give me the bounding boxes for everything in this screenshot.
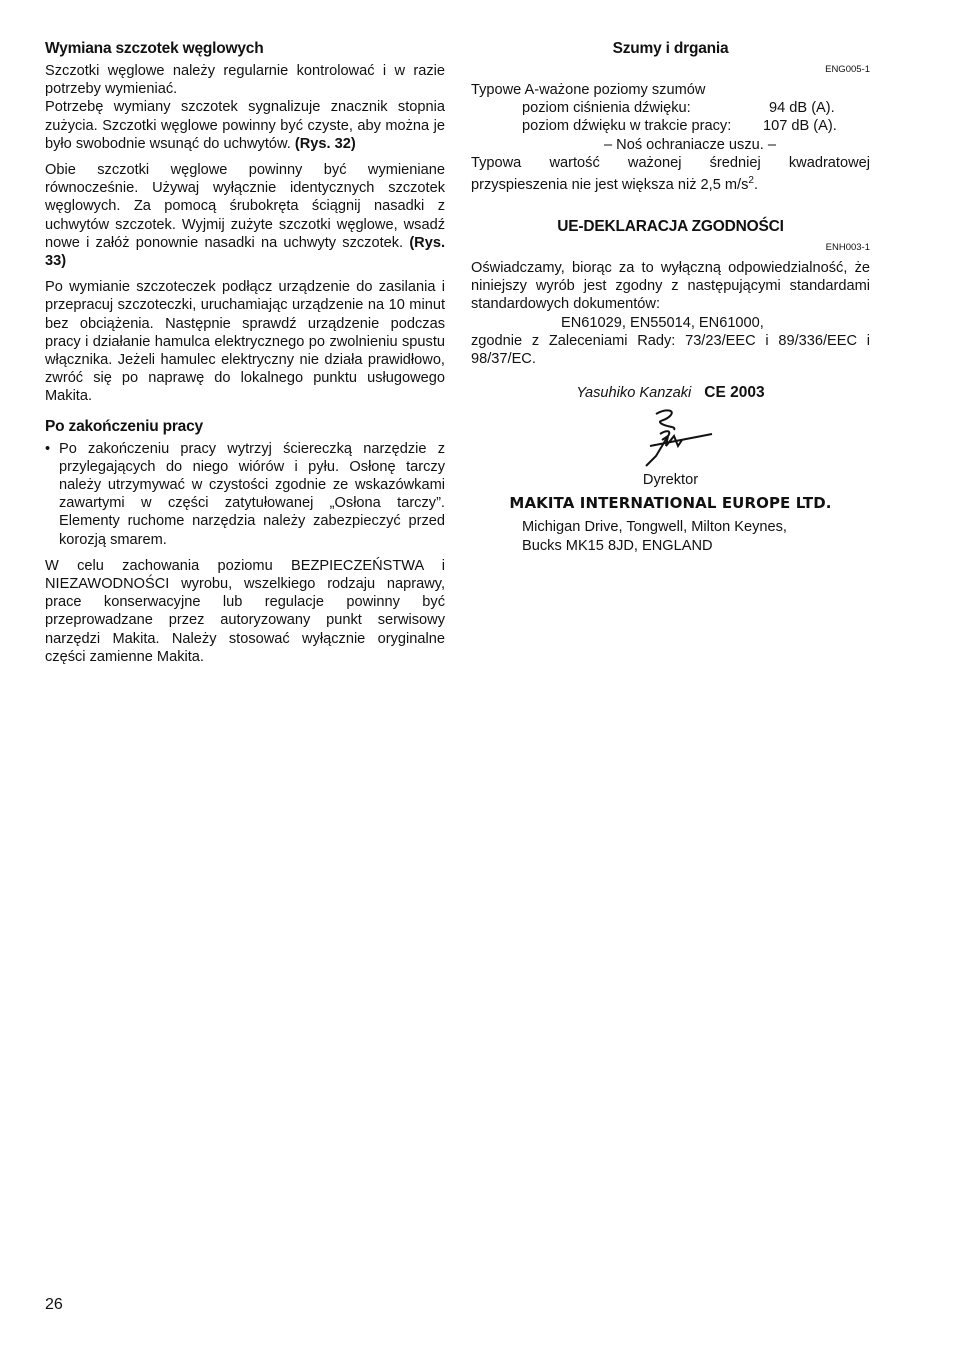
left-column [45,38,445,674]
noise-code: ENG005-1 [825,64,870,75]
sound-pressure-value: 94 dB (A). [769,100,835,117]
signature-image [471,406,870,470]
address-line-2: Bucks MK15 8JD, ENGLAND [522,537,713,554]
noise-intro-text: Typowe A-ważone poziomy szumów [471,82,706,98]
brushes-paragraph-1: Szczotki węglowe należy regularnie kontrolować i w razie potrzeby wymieniać. [45,63,445,98]
ear-protection-row [471,136,870,154]
noise-heading: Szumy i drgania [612,40,729,57]
vibration-end: . [753,176,759,193]
vibration-exponent: 2 [748,175,754,187]
brushes-paragraph-4: Po wymianie szczoteczek podłącz urządzenie do zasilania i przepracuj szczoteczki, uruchamiając urządzenie na 10 minut bez obciążenia. Następnie sprawdź urządzenie podczas pracy i działanie hamulca elektrycznego po zwolnieniu spustu włącznika. Jeżeli hamulec elektryczny nie działa prawidłowo, zwróć się po naprawę do lokalnego punktu usługowego Makita. [45,279,445,405]
after-work-bullet-text: Po zakończeniu pracy wytrzyj ściereczką narzędzie z przylegających do niego wiórów i pyłu. Osłonę tarczy należy utrzymywać w czystości zgodnie ze wskazówkami zawartymi w części zatytułowanej „Osłona tarczy”. Elementy ruchome narzędzia należy zabezpieczyć przed korozją smarem. [59,440,445,548]
brushes-paragraph-2-text: Potrzebę wymiany szczotek sygnalizuje znacznik stopnia zużycia. Szczotki węglowe powinny być czyste, aby można je było swobodnie wsunąć do uchwytów. [45,99,445,152]
sound-power-value: 107 dB (A). [763,118,837,135]
figure-ref-32: (Rys. 32) [294,135,356,152]
sound-power-row [471,117,870,135]
after-work-heading: Po zakończeniu pracy [45,417,203,435]
noise-intro [471,81,870,99]
address-line-1: Michigan Drive, Tongwell, Milton Keynes, [522,519,787,536]
standards-text: EN61029, EN55014, EN61000, [561,314,764,331]
declaration-code: ENH003-1 [825,242,870,254]
directives-paragraph: zgodnie z Zaleceniami Rady: 73/23/EEC i 89/336/EEC i 98/37/EC. [471,332,870,368]
figure-ref-33: (Rys. 33) [45,234,445,270]
brushes-heading: Wymiana szczotek węglowych [45,40,264,57]
sound-power-label: poziom dźwięku w trakcie pracy: [522,118,732,135]
bullet-icon: • [45,440,51,457]
brushes-paragraph-3 [45,161,445,270]
vibration-paragraph [471,154,870,194]
vibration-text: Typowa wartość ważonej średniej kwadratowej przyspieszenia nie jest większa niż 2,5 m/s [471,154,870,193]
declaration-heading: UE-DEKLARACJA ZGODNOŚCI [557,218,784,236]
right-column [471,38,870,555]
sound-pressure-row [471,99,870,117]
company-address [471,518,870,554]
after-work-paragraph: W celu zachowania poziomu BEZPIECZEŃSTWA i NIEZAWODNOŚCI wyrobu, wszelkiego rodzaju naprawy, prace konserwacyjne lub regulacje powinny być przeprowadzane przez autoryzowany punkt serwisowy narzędzi Makita. Należy stosować wyłącznie oryginalne części zamienne Makita. [45,557,445,665]
page-number: 26 [45,1296,63,1313]
brushes-paragraph-3-text: Obie szczotki węglowe powinny być wymieniane równocześnie. Używaj wyłącznie identycznych szczotek węglowych. Za pomocą śrubokręta ściągnij nasadki z uchwytów szczotek. Wyjmij zużyte szczotki węglowe, wsadź nowe i załóż ponownie nasadki na uchwyty szczotek. [45,162,445,251]
company-name: MAKITA INTERNATIONAL EUROPE LTD. [509,494,832,513]
after-work-bullet [45,440,445,549]
handwritten-signature-icon [626,406,716,470]
signer-name: Yasuhiko Kanzaki [576,385,692,402]
ce-mark: CE 2003 [704,384,765,402]
standards-row [471,314,870,332]
sound-pressure-label: poziom ciśnienia dźwięku: [522,100,691,117]
brushes-paragraph-2 [45,98,445,153]
declaration-paragraph: Oświadczamy, biorąc za to wyłączną odpowiedzialność, że niniejszy wyrób jest zgodny z następującymi standardami standardowych dokumentów: [471,260,870,313]
signer-role: Dyrektor [642,472,699,489]
ear-protection-text: – Noś ochraniacze uszu. – [604,136,776,153]
signature-line [471,384,870,402]
